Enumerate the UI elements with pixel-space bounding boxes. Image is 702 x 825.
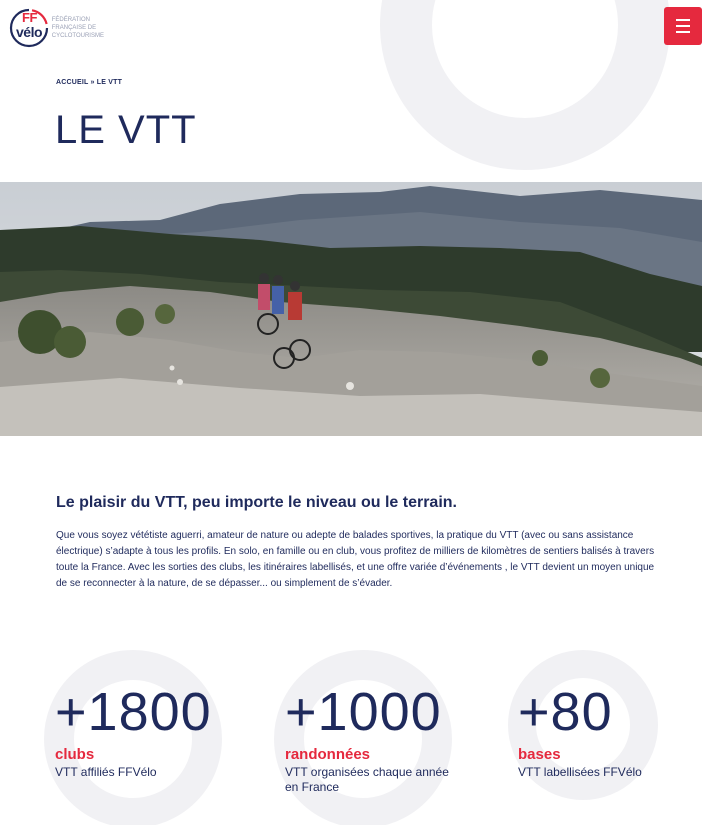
- menu-button[interactable]: [664, 7, 702, 45]
- mountain-bikers-on-ridge-photo: [0, 182, 702, 436]
- logo-ff-text: FF: [22, 10, 37, 25]
- stat-description: VTT labellisées FFVélo: [518, 765, 642, 779]
- section-title: Le plaisir du VTT, peu importe le niveau ou le terrain.: [56, 494, 457, 511]
- breadcrumb: [56, 79, 122, 86]
- hero-image: [0, 182, 702, 436]
- page-title: LE VTT: [55, 108, 197, 152]
- breadcrumb-home-link[interactable]: ACCUEIL: [56, 79, 89, 86]
- stat-description: VTT affiliés FFVélo: [55, 765, 157, 779]
- stat-description: VTT organisées chaque année en France: [285, 765, 449, 794]
- hamburger-menu-icon: [676, 25, 690, 27]
- stat-clubs: [55, 684, 255, 780]
- site-logo[interactable]: [8, 6, 118, 50]
- breadcrumb-separator: »: [90, 79, 95, 86]
- hamburger-menu-icon: [676, 31, 690, 33]
- stat-number: +1000: [285, 682, 442, 742]
- stat-label: bases: [518, 746, 561, 763]
- stat-randonnees: [285, 684, 460, 795]
- stat-label: randonnées: [285, 746, 371, 763]
- stat-bases: [518, 684, 688, 780]
- logo-tagline: FÉDÉRATION FRANÇAISE DE CYCLOTOURISME: [51, 17, 104, 39]
- stat-number: +80: [518, 682, 613, 742]
- stat-number: +1800: [55, 682, 212, 742]
- hamburger-menu-icon: [676, 19, 690, 21]
- ffvelo-logo-icon: [8, 7, 48, 49]
- site-header: [0, 0, 702, 60]
- logo-velo-text: vélo: [16, 24, 43, 40]
- breadcrumb-current: LE VTT: [96, 79, 123, 86]
- section-body: Que vous soyez vététiste aguerri, amateur de nature ou adepte de balades sportives, la pratique du VTT (avec ou sans assistance électrique) s’adapte à tous les profils. En solo, en famille ou en club, vous profitez de milliers de kilomètres de sentiers balisés à travers toute la France. Avec les sorties des clubs, les itinéraires labellisés, et une offre variée d’événements , le VTT devient un moyen unique de se reconnecter à la nature, de se dépasser... ou simplement de s’évader.: [56, 530, 655, 589]
- stat-label: clubs: [55, 746, 95, 763]
